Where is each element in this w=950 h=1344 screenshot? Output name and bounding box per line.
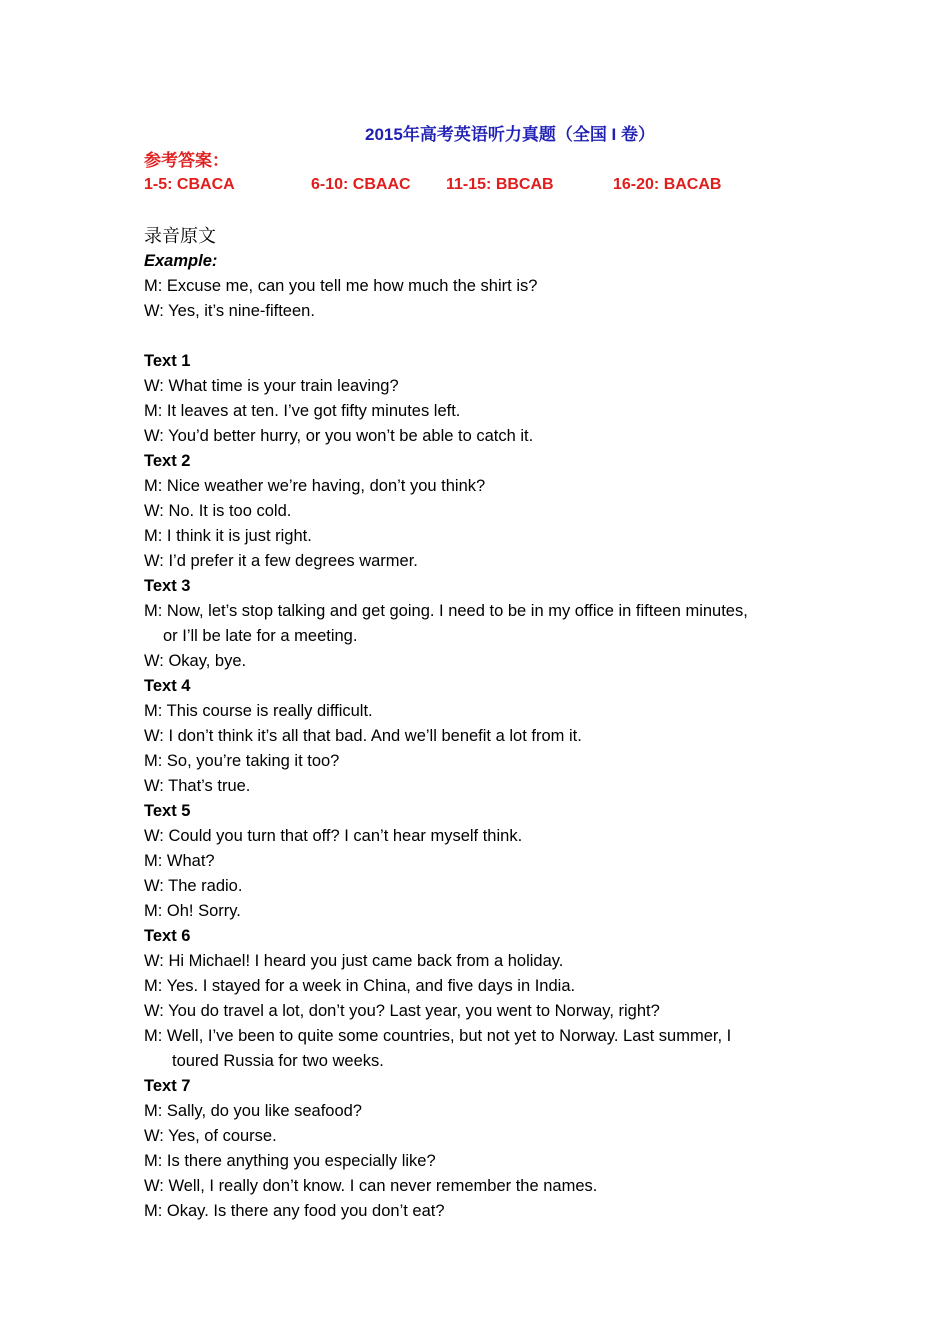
dialogue-line: W: That’s true.	[144, 777, 251, 795]
dialogue-line: M: Okay. Is there any food you don’t eat?	[144, 1202, 445, 1220]
dialogue-line: W: Hi Michael! I heard you just came back from a holiday.	[144, 952, 564, 970]
dialogue-line: W: Okay, bye.	[144, 652, 247, 670]
dialogue-line: M: It leaves at ten. I’ve got fifty minutes left.	[144, 402, 461, 420]
dialogue-line: W: You do travel a lot, don’t you? Last year, you went to Norway, right?	[144, 1002, 660, 1020]
dialogue-line: M: Well, I’ve been to quite some countries, but not yet to Norway. Last summer, I	[144, 1027, 732, 1045]
text-4-label: Text 4	[144, 677, 191, 695]
dialogue-line-continuation: or I’ll be late for a meeting.	[163, 627, 358, 645]
dialogue-line: M: What?	[144, 852, 215, 870]
answer-group-4: 16-20: BACAB	[613, 176, 722, 193]
dialogue-line: W: No. It is too cold.	[144, 502, 292, 520]
transcript-heading: 录音原文	[144, 226, 216, 246]
transcript	[144, 224, 804, 1224]
dialogue-line: M: I think it is just right.	[144, 527, 312, 545]
dialogue-line-continuation: toured Russia for two weeks.	[172, 1052, 384, 1070]
text-3-label: Text 3	[144, 577, 191, 595]
text-5-label: Text 5	[144, 802, 191, 820]
dialogue-line: M: Excuse me, can you tell me how much the shirt is?	[144, 277, 538, 295]
answer-group-3: 11-15: BBCAB	[446, 176, 554, 193]
text-6-label: Text 6	[144, 927, 191, 945]
answer-key-heading: 参考答案：	[144, 151, 229, 170]
dialogue-line: W: What time is your train leaving?	[144, 377, 399, 395]
dialogue-line: W: Well, I really don’t know. I can never remember the names.	[144, 1177, 598, 1195]
answer-group-1: 1-5: CBACA	[144, 176, 235, 193]
dialogue-line: M: This course is really difficult.	[144, 702, 373, 720]
dialogue-line: M: Yes. I stayed for a week in China, and five days in India.	[144, 977, 576, 995]
dialogue-line: W: Yes, of course.	[144, 1127, 277, 1145]
dialogue-line: M: Sally, do you like seafood?	[144, 1102, 362, 1120]
dialogue-line: W: I don’t think it’s all that bad. And we’ll benefit a lot from it.	[144, 727, 582, 745]
dialogue-line: M: Is there anything you especially like?	[144, 1152, 436, 1170]
answer-group-2: 6-10: CBAAC	[311, 176, 411, 193]
spacer	[144, 324, 804, 349]
text-7-label: Text 7	[144, 1077, 191, 1095]
text-2-label: Text 2	[144, 452, 191, 470]
document-title: 2015年高考英语听力真题（全国 I 卷）	[365, 125, 655, 144]
dialogue-line: W: Could you turn that off? I can’t hear myself think.	[144, 827, 523, 845]
dialogue-line: M: So, you’re taking it too?	[144, 752, 340, 770]
answer-key-row	[144, 174, 844, 196]
dialogue-line: M: Now, let’s stop talking and get going. I need to be in my office in fifteen minutes,	[144, 602, 748, 620]
dialogue-line: W: I’d prefer it a few degrees warmer.	[144, 552, 418, 570]
dialogue-line: W: Yes, it’s nine-fifteen.	[144, 302, 315, 320]
text-1-label: Text 1	[144, 352, 191, 370]
dialogue-line: M: Nice weather we’re having, don’t you think?	[144, 477, 486, 495]
dialogue-line: W: You’d better hurry, or you won’t be able to catch it.	[144, 427, 534, 445]
dialogue-line: M: Oh! Sorry.	[144, 902, 241, 920]
example-label: Example:	[144, 252, 218, 270]
dialogue-line: W: The radio.	[144, 877, 243, 895]
